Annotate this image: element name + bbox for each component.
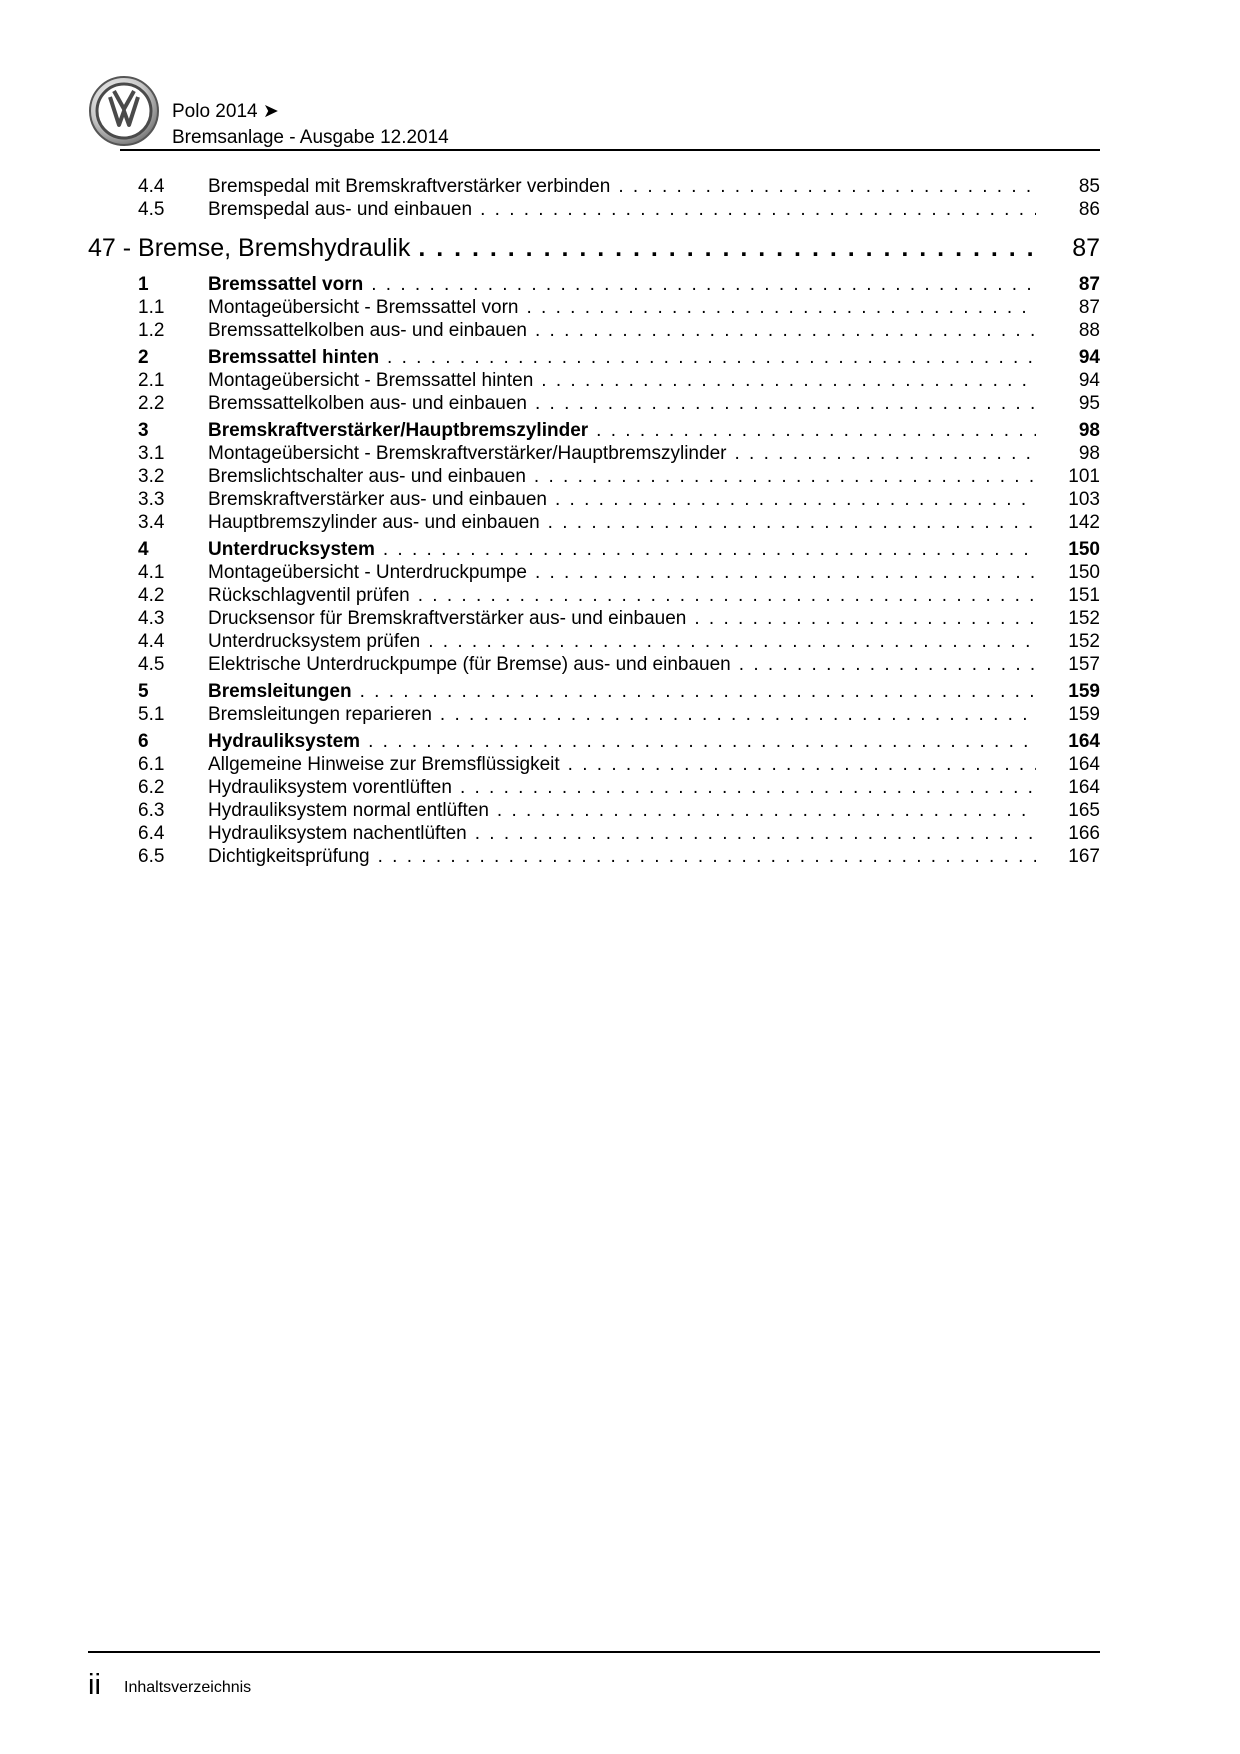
toc-entry-title: Dichtigkeitsprüfung [208, 846, 370, 867]
toc-entry-number: 4.5 [138, 654, 165, 675]
toc-entry-page: 98 [1078, 420, 1100, 441]
toc-entry-title: Bremssattelkolben aus- und einbauen [208, 393, 527, 414]
toc-entry-page: 87 [1078, 297, 1100, 318]
toc-entry-number: 4 [138, 539, 149, 560]
toc-entry-page: 164 [1068, 777, 1100, 798]
toc-entry-page: 165 [1068, 800, 1100, 821]
toc-entry-number: 1.2 [138, 320, 165, 341]
toc-entry-page: 167 [1068, 846, 1100, 867]
toc-entry-number: 3.1 [138, 443, 165, 464]
toc-entry-page: 95 [1078, 393, 1100, 414]
toc-entry-title: Bremspedal aus- und einbauen [208, 199, 473, 220]
toc-entry[interactable] [0, 197, 1240, 223]
toc-entry-page: 150 [1068, 539, 1100, 560]
toc-entry-page: 101 [1068, 466, 1100, 487]
toc-entry-title: Bremsleitungen [208, 681, 352, 702]
toc-entry-page: 103 [1068, 489, 1100, 510]
toc-entry-number: 1 [138, 274, 149, 295]
toc-entry-number: 6.1 [138, 754, 165, 775]
toc-entry[interactable] [0, 318, 1240, 344]
toc-entry-page: 86 [1078, 199, 1100, 220]
toc-entry-number: 6 [138, 731, 149, 752]
toc-entry[interactable] [0, 844, 1240, 870]
toc-entry-page: 166 [1068, 823, 1100, 844]
toc-leader-dots [378, 844, 1036, 870]
toc-entry-number: 4.3 [138, 608, 165, 629]
toc-entry-page: 150 [1068, 562, 1100, 583]
toc-entry-number: 5.1 [138, 704, 165, 725]
footer-label: Inhaltsverzeichnis [124, 1679, 252, 1696]
toc-entry-title: Hydrauliksystem [208, 731, 361, 752]
toc-entry-title: Bremskraftverstärker aus- und einbauen [208, 489, 547, 510]
toc-entry-page: 142 [1068, 512, 1100, 533]
toc-entry-number: 2.2 [138, 393, 165, 414]
header-subtitle: Bremsanlage - Ausgabe 12.2014 [172, 127, 449, 148]
toc-entry-page: 88 [1078, 320, 1100, 341]
toc-entry-title: Unterdrucksystem prüfen [208, 631, 421, 652]
toc-leader-dots [535, 391, 1036, 417]
toc-leader-dots [440, 702, 1036, 728]
toc-entry-number: 4.2 [138, 585, 165, 606]
toc-entry-number: 6.5 [138, 846, 165, 867]
toc-entry-page: 152 [1068, 608, 1100, 629]
header-model: Polo 2014 ➤ [172, 101, 279, 122]
toc-entry-title: Rückschlagventil prüfen [208, 585, 410, 606]
toc-entry[interactable] [0, 510, 1240, 536]
toc-entry-number: 1.1 [138, 297, 165, 318]
vw-logo-icon [88, 75, 160, 147]
toc-leader-dots [535, 318, 1036, 344]
toc-entry-title: Hydrauliksystem normal entlüften [208, 800, 489, 821]
toc-leader-dots [548, 510, 1036, 536]
toc-chapter-page: 87 [1072, 234, 1100, 262]
toc-entry-number: 3 [138, 420, 149, 441]
toc-entry-title: Allgemeine Hinweise zur Bremsflüssigkeit [208, 754, 560, 775]
toc-leader-dots [739, 652, 1036, 678]
toc-entry-number: 4.4 [138, 631, 165, 652]
toc-entry-title: Montageübersicht - Bremssattel hinten [208, 370, 534, 391]
toc-entry-title: Bremslichtschalter aus- und einbauen [208, 466, 526, 487]
toc-entry-page: 98 [1078, 443, 1100, 464]
toc-entry-page: 157 [1068, 654, 1100, 675]
toc-entry-page: 87 [1078, 274, 1100, 295]
toc-chapter-title: 47 - Bremse, Bremshydraulik [88, 234, 411, 262]
toc-entry-title: Bremskraftverstärker/Hauptbremszylinder [208, 420, 589, 441]
toc-entry-title: Drucksensor für Bremskraftverstärker aus- und einbauen [208, 608, 687, 629]
toc-entry-number: 3.3 [138, 489, 165, 510]
toc-entry-title: Bremssattel vorn [208, 274, 364, 295]
toc-entry-number: 4.1 [138, 562, 165, 583]
toc-entry[interactable] [0, 652, 1240, 678]
toc-entry-number: 2 [138, 347, 149, 368]
toc-entry-number: 5 [138, 681, 149, 702]
toc-entry-page: 152 [1068, 631, 1100, 652]
toc-entry-page: 159 [1068, 704, 1100, 725]
toc-entry-page: 159 [1068, 681, 1100, 702]
toc-leader-dots [480, 197, 1036, 223]
toc-entry-title: Unterdrucksystem [208, 539, 375, 560]
toc-leader-dots [418, 230, 1036, 266]
toc-entry-title: Bremsleitungen reparieren [208, 704, 432, 725]
header-divider [120, 149, 1100, 151]
toc-entry-number: 6.2 [138, 777, 165, 798]
toc-entry-title: Montageübersicht - Bremssattel vorn [208, 297, 519, 318]
toc-entry-page: 164 [1068, 731, 1100, 752]
footer-divider [88, 1651, 1100, 1653]
toc-entry-page: 94 [1078, 370, 1100, 391]
toc-entry-title: Bremssattelkolben aus- und einbauen [208, 320, 527, 341]
toc-entry-page: 94 [1078, 347, 1100, 368]
toc-entry-page: 151 [1068, 585, 1100, 606]
toc-entry-title: Hydrauliksystem vorentlüften [208, 777, 452, 798]
toc-entry-title: Elektrische Unterdruckpumpe (für Bremse) aus- und einbauen [208, 654, 731, 675]
toc-entry-title: Montageübersicht - Unterdruckpumpe [208, 562, 527, 583]
toc-entry[interactable] [0, 702, 1240, 728]
toc-entry-title: Hauptbremszylinder aus- und einbauen [208, 512, 540, 533]
toc-entry-number: 3.2 [138, 466, 165, 487]
toc-entry-title: Bremspedal mit Bremskraftverstärker verbinden [208, 176, 611, 197]
toc-entry-title: Hydrauliksystem nachentlüften [208, 823, 467, 844]
toc-entry-number: 4.4 [138, 176, 165, 197]
toc-chapter-heading[interactable] [0, 230, 1240, 266]
toc-entry-title: Montageübersicht - Bremskraftverstärker/Hauptbremszylinder [208, 443, 727, 464]
footer-page-number: ii [88, 1669, 101, 1701]
toc-entry-number: 4.5 [138, 199, 165, 220]
toc-entry-page: 164 [1068, 754, 1100, 775]
toc-entry-number: 3.4 [138, 512, 165, 533]
toc-entry-number: 6.4 [138, 823, 165, 844]
toc-entry[interactable] [0, 391, 1240, 417]
toc-entry-number: 6.3 [138, 800, 165, 821]
toc-entry-page: 85 [1078, 176, 1100, 197]
toc-entry-title: Bremssattel hinten [208, 347, 380, 368]
toc-entry-number: 2.1 [138, 370, 165, 391]
